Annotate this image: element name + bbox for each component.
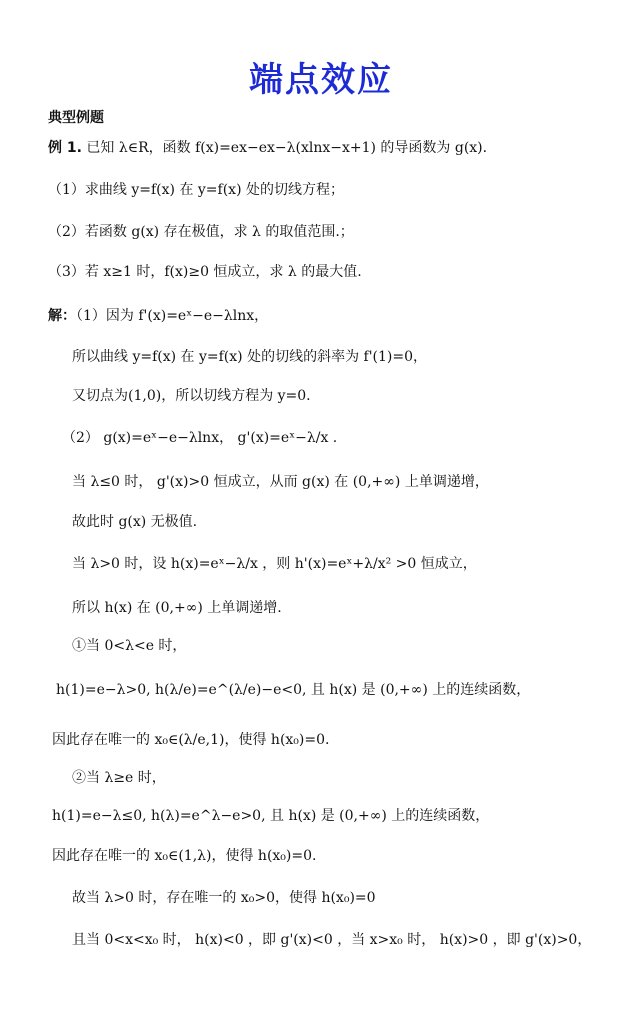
solution-line-0 <box>48 306 268 326</box>
solution-label: 解： <box>48 308 76 324</box>
solution-line-3: （2） g(x)=eˣ−e−λlnx， g'(x)=eˣ−λ/x . <box>62 430 338 446</box>
solution-line-8: ①当 0<λ<e 时， <box>72 638 187 654</box>
solution-text: （1）因为 f'(x)=eˣ−e−λlnx， <box>76 308 269 324</box>
question-3: （3）若 x≥1 时，f(x)≥0 恒成立，求 λ 的最大值. <box>48 264 362 280</box>
example-label: 例 1. <box>48 140 82 156</box>
example-text: 已知 λ∈R，函数 f(x)=ex−ex−λ(xlnx−x+1) 的导函数为 g(x). <box>86 140 488 156</box>
solution-line-6: 当 λ>0 时，设 h(x)=eˣ−λ/x ，则 h'(x)=eˣ+λ/x² >0 恒成立， <box>72 556 477 572</box>
solution-line-11: ②当 λ≥e 时， <box>72 770 166 786</box>
solution-line-5: 故此时 g(x) 无极值. <box>72 514 198 530</box>
question-2: （2）若函数 g(x) 存在极值，求 λ 的取值范围.； <box>48 224 354 240</box>
solution-line-1: 所以曲线 y=f(x) 在 y=f(x) 处的切线的斜率为 f'(1)=0， <box>72 349 428 365</box>
solution-line-9: h(1)=e−λ>0, h(λ/e)=e^(λ/e)−e<0, 且 h(x) 是 (0,+∞) 上的连续函数， <box>56 682 531 698</box>
solution-line-10: 因此存在唯一的 x₀∈(λ/e,1)，使得 h(x₀)=0. <box>52 732 330 748</box>
section-heading: 典型例题 <box>48 110 104 126</box>
solution-line-15: 且当 0<x<x₀ 时， h(x)<0 ，即 g'(x)<0 ，当 x>x₀ 时， h(x)>0 ，即 g'(x)>0， <box>72 932 592 948</box>
page-title: 端点效应 <box>249 60 393 100</box>
example-statement <box>48 138 487 158</box>
solution-line-12: h(1)=e−λ≤0, h(λ)=e^λ−e>0, 且 h(x) 是 (0,+∞) 上的连续函数， <box>52 808 490 824</box>
solution-line-4: 当 λ≤0 时， g'(x)>0 恒成立，从而 g(x) 在 (0,+∞) 上单调递增， <box>72 474 489 490</box>
solution-line-14: 故当 λ>0 时，存在唯一的 x₀>0，使得 h(x₀)=0 <box>72 890 376 906</box>
question-1: （1）求曲线 y=f(x) 在 y=f(x) 处的切线方程； <box>48 182 344 198</box>
solution-line-13: 因此存在唯一的 x₀∈(1,λ)，使得 h(x₀)=0. <box>52 848 317 864</box>
solution-line-2: 又切点为(1,0)，所以切线方程为 y=0. <box>72 388 311 404</box>
solution-line-7: 所以 h(x) 在 (0,+∞) 上单调递增. <box>72 600 282 616</box>
